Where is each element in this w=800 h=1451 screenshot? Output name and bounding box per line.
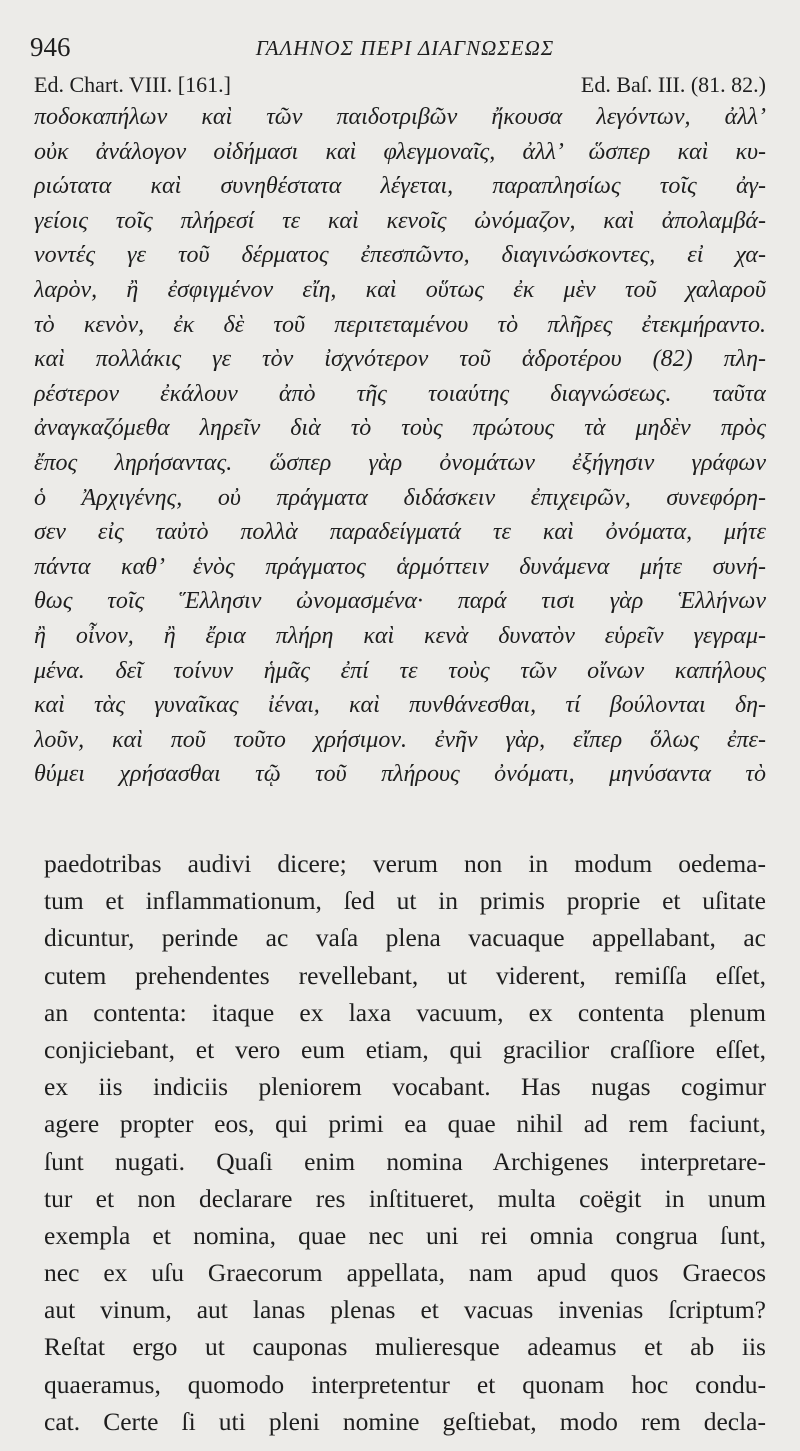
greek-text-line: ρέστερον ἐκάλουν ἀπὸ τῆς τοιαύτης διαγνώσεως. ταῦτα	[34, 380, 766, 407]
greek-text-block	[34, 100, 766, 792]
edition-reference-basel: Ed. Baſ. III. (81. 82.)	[580, 72, 766, 97]
latin-text-line: tur et non declarare res inſtitueret, multa coëgit in unum	[44, 1183, 766, 1213]
edition-reference-chart: Ed. Chart. VIII. [161.]	[34, 72, 231, 97]
greek-text-line: τὸ κενὸν, ἐκ δὲ τοῦ περιτεταμένου τὸ πλῆρες ἐτεκμήραντο.	[34, 311, 766, 338]
running-title: ΓΑΛΗΝΟΣ ΠΕΡΙ ΔΙΑΓΝΩΣΕΩΣ	[255, 36, 555, 60]
greek-text-line: ριώτατα καὶ συνηθέστατα λέγεται, παραπλησίως τοῖς ἀγ-	[34, 173, 766, 200]
greek-text-line: θως τοῖς Ἕλλησιν ὠνομασμένα· παρά τισι γὰρ Ἑλλήνων	[34, 588, 766, 615]
latin-text-line: tum et inflammationum, ſed ut in primis proprie et uſitate	[44, 886, 766, 916]
latin-text-line: cat. Certe ſi uti pleni nomine geſtiebat, modo rem decla-	[44, 1406, 766, 1436]
greek-text-line: λοῦν, καὶ ποῦ τοῦτο χρήσιμον. ἐνῆν γὰρ, εἴπερ ὅλως ἐπε-	[34, 726, 766, 753]
greek-text-line: ποδοκαπήλων καὶ τῶν παιδοτριβῶν ἤκουσα λεγόντων, ἀλλ’	[34, 104, 766, 130]
edition-reference-line	[34, 70, 766, 100]
greek-text-line: ἔπος ληρήσαντας. ὥσπερ γὰρ ὀνομάτων ἐξήγησιν γράφων	[34, 449, 766, 476]
latin-text-line: exempla et nomina, quae nec uni rei omnia congrua ſunt,	[44, 1220, 766, 1250]
greek-text-line: σεν εἰς ταὐτὸ πολλὰ παραδείγματά τε καὶ ὀνόματα, μήτε	[34, 519, 766, 546]
greek-text-line: πάντα καθ’ ἑνὸς πράγματος ἁρμόττειν δυνάμενα μήτε συνή-	[34, 553, 766, 580]
greek-text-line: νοντές γε τοῦ δέρματος ἐπεσπῶντο, διαγινώσκοντες, εἰ χα-	[34, 242, 766, 269]
greek-text-line: γείοις τοῖς πλήρεσί τε καὶ κενοῖς ὠνόμαζον, καὶ ἀπολαμβά-	[34, 207, 766, 234]
latin-text-line: agere propter eos, qui primi ea quae nihil ad rem faciunt,	[44, 1109, 766, 1139]
greek-text-line: ἀναγκαζόμεθα ληρεῖν διὰ τὸ τοὺς πρώτους τὰ μηδὲν πρὸς	[34, 415, 766, 442]
greek-text-line: οὐκ ἀνάλογον οἰδήμασι καὶ φλεγμοναῖς, ἀλλ’ ὥσπερ καὶ κυ-	[34, 138, 766, 165]
latin-text-line: an contenta: itaque ex laxa vacuum, ex contenta plenum	[44, 997, 766, 1027]
page-number: 946	[30, 32, 71, 62]
latin-text-line: quaeramus, quomodo interpretentur et quonam hoc condu-	[44, 1369, 766, 1399]
greek-text-line: θύμει χρήσασθαι τῷ τοῦ πλήρους ὀνόματι, μηνύσαντα τὸ	[34, 761, 766, 788]
greek-text-line: ὁ Ἀρχιγένης, οὐ πράγματα διδάσκειν ἐπιχειρῶν, συνεφόρη-	[34, 484, 766, 511]
latin-text-line: conjiciebant, et vero eum etiam, qui gracilior craſſiore eſſet,	[44, 1034, 766, 1064]
page-header	[0, 30, 800, 64]
greek-text-line: ἢ οἶνον, ἢ ἔρια πλήρη καὶ κενὰ δυνατὸν εὑρεῖν γεγραμ-	[34, 622, 766, 649]
greek-text-line: λαρὸν, ἢ ἐσφιγμένον εἴη, καὶ οὕτως ἐκ μὲν τοῦ χαλαροῦ	[34, 276, 766, 303]
greek-text-line: μένα. δεῖ τοίνυν ἡμᾶς ἐπί τε τοὺς τῶν οἴνων καπήλους	[34, 657, 766, 684]
latin-text-line: nec ex uſu Graecorum appellata, nam apud quos Graecos	[44, 1258, 766, 1288]
latin-text-line: ex iis indiciis pleniorem vocabant. Has nugas cogimur	[44, 1072, 766, 1102]
latin-text-line: dicuntur, perinde ac vaſa plena vacuaque appellabant, ac	[44, 923, 766, 953]
latin-text-line: paedotribas audivi dicere; verum non in modum oedema-	[44, 849, 766, 878]
greek-text-line: καὶ πολλάκις γε τὸν ἰσχνότερον τοῦ ἁδροτέρου (82) πλη-	[34, 346, 766, 373]
latin-text-line: ſunt nugati. Quaſi enim nomina Archigenes interpretare-	[44, 1146, 766, 1176]
greek-text-line: καὶ τὰς γυναῖκας ἰέναι, καὶ πυνθάνεσθαι, τί βούλονται δη-	[34, 692, 766, 719]
latin-text-line: cutem prehendentes revellebant, ut viderent, remiſſa eſſet,	[44, 960, 766, 990]
latin-text-line: aut vinum, aut lanas plenas et vacuas invenias ſcriptum?	[44, 1295, 766, 1325]
latin-text-block	[44, 845, 766, 1440]
latin-text-line: Reſtat ergo ut cauponas mulieresque adeamus et ab iis	[44, 1332, 766, 1362]
